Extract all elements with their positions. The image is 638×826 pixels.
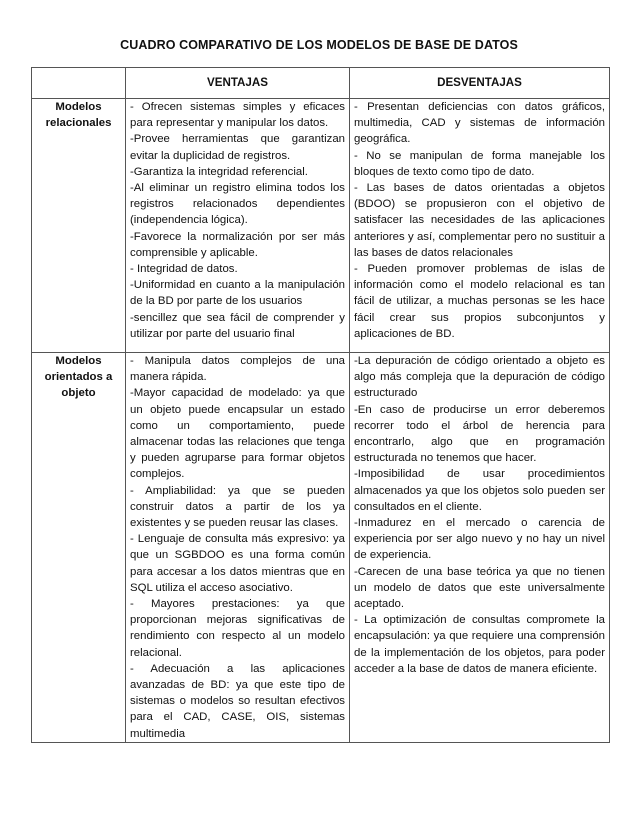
list-item: - La optimización de consultas compromete la encapsulación: ya que requiere una comprensión de la implementación de los objetos, para poder acceder a la base de datos de manera eficiente. <box>354 614 605 675</box>
list-item: - Ofrecen sistemas simples y eficaces para representar y manipular los datos. <box>130 101 345 130</box>
list-item: - Manipula datos complejos de una manera rápida. <box>130 355 345 384</box>
list-item: -Inmadurez en el mercado o carencia de experiencia por ser algo nuevo y no hay un nivel de experiencia. <box>354 517 605 562</box>
table-header-row <box>32 68 610 99</box>
list-item: -Provee herramientas que garantizan evitar la duplicidad de registros. <box>130 133 345 162</box>
row-label-orientados-objeto <box>32 353 126 743</box>
list-item: -Carecen de una base teórica ya que no tienen un modelo de datos que este universalmente aceptado. <box>354 565 605 611</box>
list-item: -Mayor capacidad de modelado: ya que un objeto puede encapsular un estado como un comportamiento, puede almacenar todas las relaciones que tenga y pueden agruparse para formar objetos complejos. <box>130 387 345 481</box>
list-item: - Mayores prestaciones: ya que proporcionan mejoras significativas de rendimiento con respecto al un modelo relacional. <box>130 598 345 659</box>
desventajas-cell <box>350 99 610 353</box>
row-label-text: Modelos orientados a objeto <box>44 355 113 400</box>
row-label-text: Modelos relacionales <box>45 101 112 130</box>
list-item: -Garantiza la integridad referencial. <box>130 165 308 178</box>
list-item: -Uniformidad en cuanto a la manipulación de la BD por parte de los usuarios <box>130 279 345 308</box>
desventajas-cell <box>350 353 610 743</box>
list-item: - Adecuación a las aplicaciones avanzadas de BD: ya que este tipo de sistemas o modelos so resultan efectivos para el CAD, CASE, OIS, sistemas multimedia <box>130 662 345 740</box>
list-item: - No se manipulan de forma manejable los bloques de texto como tipo de dato. <box>354 149 605 178</box>
page-title: CUADRO COMPARATIVO DE LOS MODELOS DE BASE DE DATOS <box>120 38 518 52</box>
list-item: - Ampliabilidad: ya que se pueden construir datos a partir de los ya existentes y se pueden reusar las clases. <box>130 484 345 530</box>
list-item: -La depuración de código orientado a objeto es algo más compleja que la depuración de código estructurado <box>354 355 605 400</box>
list-item: - Pueden promover problemas de islas de información como el modelo relacional es tan fácil de utilizar, a muchas personas se les hace fácil crear sus propios subconjuntos y aplicaciones de BD. <box>354 263 605 340</box>
table-row <box>32 99 610 353</box>
header-corner-cell <box>32 68 126 99</box>
header-ventajas: VENTAJAS <box>126 68 350 99</box>
list-item: - Las bases de datos orientadas a objetos (BDOO) se propusieron con el objetivo de satisfacer las necesidades de las aplicaciones anteriores y así, complementar pero no sustituir a las bases de datos relacionales <box>354 182 605 259</box>
list-item: -Favorece la normalización por ser más comprensible y aplicable. <box>130 230 345 259</box>
row-label-relacionales <box>32 99 126 353</box>
list-item: - Presentan deficiencias con datos gráficos, multimedia, CAD y sistemas de información geográfica. <box>354 101 605 146</box>
ventajas-cell <box>126 99 350 353</box>
list-item: - Lenguaje de consulta más expresivo: ya que un SGBDOO es una forma común para accesar a los datos mientras que en SQL utiliza el acceso asociativo. <box>130 533 345 594</box>
table-row <box>32 353 610 743</box>
list-item: -Imposibilidad de usar procedimientos almacenados ya que los objetos solo pueden ser consultados en el cliente. <box>354 468 605 513</box>
header-desventajas: DESVENTAJAS <box>350 68 610 99</box>
list-item: -Al eliminar un registro elimina todos los registros relacionados dependientes (independencia lógica). <box>130 182 345 227</box>
list-item: -sencillez que sea fácil de comprender y utilizar por parte del usuario final <box>130 311 345 340</box>
list-item: -En caso de producirse un error deberemos recorrer todo el árbol de herencia para encontrarlo, algo que en programación estructurada no tenemos que hacer. <box>354 403 605 465</box>
comparison-table <box>31 67 610 743</box>
ventajas-cell <box>126 353 350 743</box>
list-item: - Integridad de datos. <box>130 263 238 276</box>
